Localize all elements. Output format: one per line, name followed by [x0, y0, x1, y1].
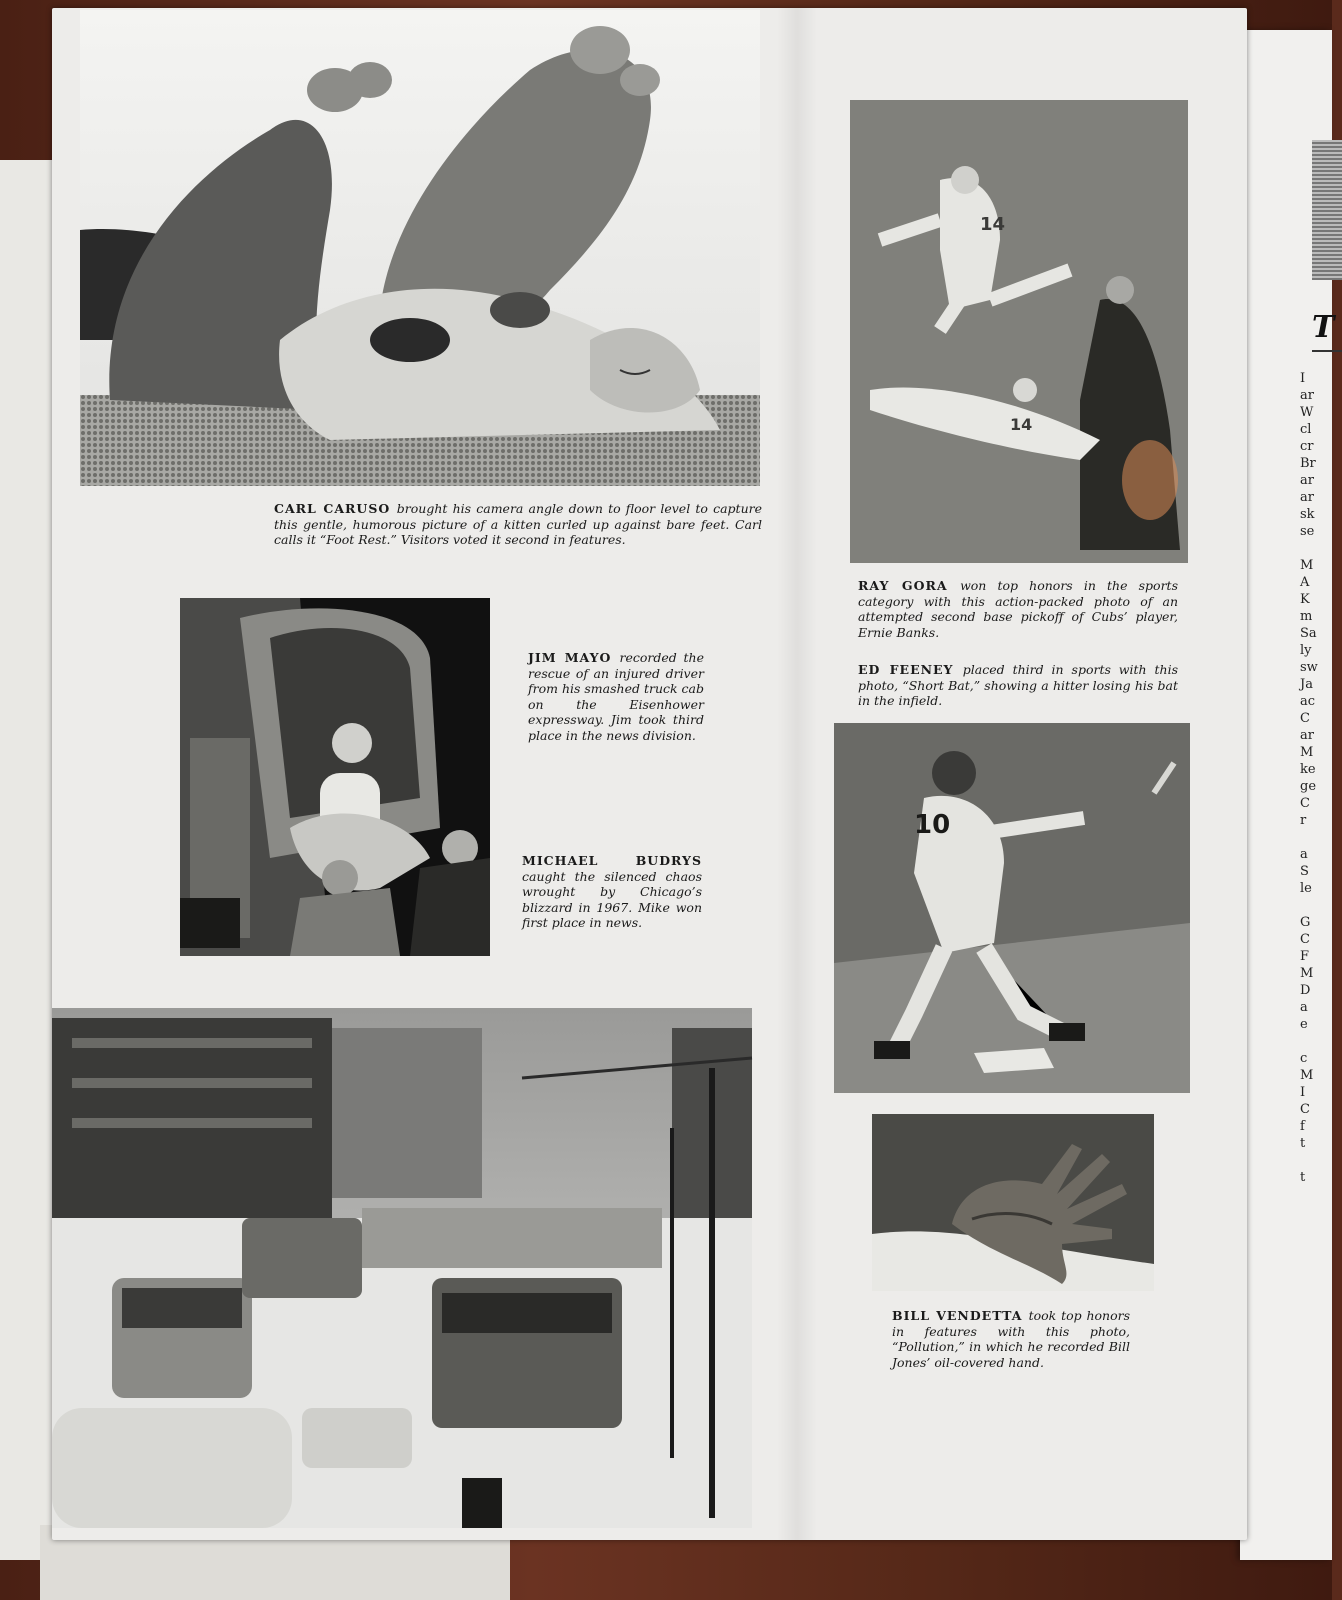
next-page-line: Br	[1300, 456, 1316, 471]
caption-text: brought his camera angle down to floor level to capture this gentle, humorous picture of a kitten curled up against bare feet. Carl calls it “Foot Rest.” Visitors voted it second in features.	[274, 501, 762, 547]
next-page-line: c	[1300, 1051, 1308, 1066]
next-page-line: F	[1300, 949, 1310, 964]
next-page-line: G	[1300, 915, 1311, 930]
pollution-image	[872, 1114, 1154, 1291]
photographer-name: BILL VENDETTA	[892, 1308, 1029, 1323]
next-page-line: I	[1300, 1085, 1306, 1100]
next-page-line: M	[1300, 1068, 1314, 1083]
next-page-line: a	[1300, 847, 1308, 862]
caption-caruso	[274, 501, 762, 548]
next-page-line: ar	[1300, 728, 1314, 743]
next-page-line: C	[1300, 932, 1310, 947]
next-page-line: M	[1300, 966, 1314, 981]
next-page-line: ar	[1300, 473, 1314, 488]
next-page-line: cl	[1300, 422, 1312, 437]
next-page-line: M	[1300, 745, 1314, 760]
next-page-line: D	[1300, 983, 1311, 998]
next-page-rule	[1312, 350, 1342, 352]
next-page-line: sw	[1300, 660, 1318, 675]
caption-text: won top honors in the sports category with this action-packed photo of an attempted second base pickoff of Cubs’ player, Ernie Banks.	[858, 578, 1178, 640]
caption-budrys	[522, 853, 702, 931]
next-page-line: C	[1300, 796, 1310, 811]
next-page-line	[1300, 829, 1340, 846]
next-page-line: le	[1300, 881, 1312, 896]
next-page-line: ge	[1300, 779, 1317, 794]
photographer-name: JIM MAYO	[528, 650, 620, 665]
photographer-name: MICHAEL BUDRYS	[522, 853, 702, 868]
page-fold	[777, 8, 817, 1540]
caption-text: recorded the rescue of an injured driver from his smashed truck cab on the Eisenhower expressway. Jim took third place in the news division.	[528, 650, 705, 743]
next-page-line: ly	[1300, 643, 1312, 658]
next-page-line: e	[1300, 1017, 1308, 1032]
next-page-line: W	[1300, 405, 1314, 420]
photographer-name: CARL CARUSO	[274, 501, 397, 516]
next-page-line: se	[1300, 524, 1315, 539]
jersey-number-top: 14	[980, 214, 1006, 235]
photographer-name: ED FEENEY	[858, 662, 963, 677]
next-page-line: m	[1300, 609, 1313, 624]
caption-text: took top honors in features with this photo, “Pollution,” in which he recorded Bill Jones’ oil-covered hand.	[892, 1308, 1130, 1370]
next-page-line: ke	[1300, 762, 1316, 777]
next-page-line: C	[1300, 1102, 1310, 1117]
next-page-line: ac	[1300, 694, 1316, 709]
photo-pickoff	[850, 100, 1188, 563]
caption-text: placed third in sports with this photo, “Short Bat,” showing a hitter losing his bat in the infield.	[858, 662, 1178, 708]
next-page-line: t	[1300, 1136, 1306, 1151]
caption-vendetta	[892, 1308, 1130, 1370]
next-page-heading: T	[1312, 310, 1335, 345]
pickoff-image	[850, 100, 1188, 563]
foot-rest-image	[80, 10, 760, 486]
photo-blizzard	[52, 1008, 752, 1528]
caption-text: caught the silenced chaos wrought by Chicago’s blizzard in 1967. Mike won first place in news.	[522, 868, 702, 930]
next-page-line: ar	[1300, 490, 1314, 505]
batter-jersey-number: 10	[914, 810, 951, 840]
photo-pollution	[872, 1114, 1154, 1291]
photo-foot-rest	[80, 10, 760, 486]
next-page-line: f	[1300, 1119, 1305, 1134]
next-page-line: sk	[1300, 507, 1315, 522]
next-page-line	[1300, 1152, 1340, 1169]
next-page-line: t	[1300, 1170, 1306, 1185]
photo-truck-rescue	[180, 598, 490, 956]
next-page-line: A	[1300, 575, 1310, 590]
next-page-header-art	[1312, 140, 1342, 280]
jersey-number-bottom: 14	[1010, 415, 1033, 434]
caption-mayo	[528, 650, 704, 743]
next-page-line: r	[1300, 813, 1307, 828]
next-page-line: Sa	[1300, 626, 1317, 641]
short-bat-image	[834, 723, 1190, 1093]
next-page-line: I	[1300, 371, 1306, 386]
next-page-edge	[1240, 30, 1335, 1560]
next-page-line: a	[1300, 1000, 1308, 1015]
next-page-line: ar	[1300, 388, 1314, 403]
caption-gora	[858, 578, 1178, 640]
next-page-line: K	[1300, 592, 1310, 607]
next-page-line	[1300, 540, 1340, 557]
blizzard-image	[52, 1008, 752, 1528]
next-page-line: Ja	[1300, 677, 1313, 692]
photo-short-bat	[834, 723, 1190, 1093]
truck-rescue-image	[180, 598, 490, 956]
next-page-line: S	[1300, 864, 1309, 879]
next-page-line: C	[1300, 711, 1310, 726]
magazine-page	[52, 8, 1247, 1540]
photographer-name: RAY GORA	[858, 578, 961, 593]
next-page-line	[1300, 1033, 1340, 1050]
next-page-line: cr	[1300, 439, 1314, 454]
next-page-text-column	[1300, 370, 1340, 1186]
next-page-line: M	[1300, 558, 1314, 573]
next-page-line	[1300, 897, 1340, 914]
caption-feeney	[858, 662, 1178, 709]
